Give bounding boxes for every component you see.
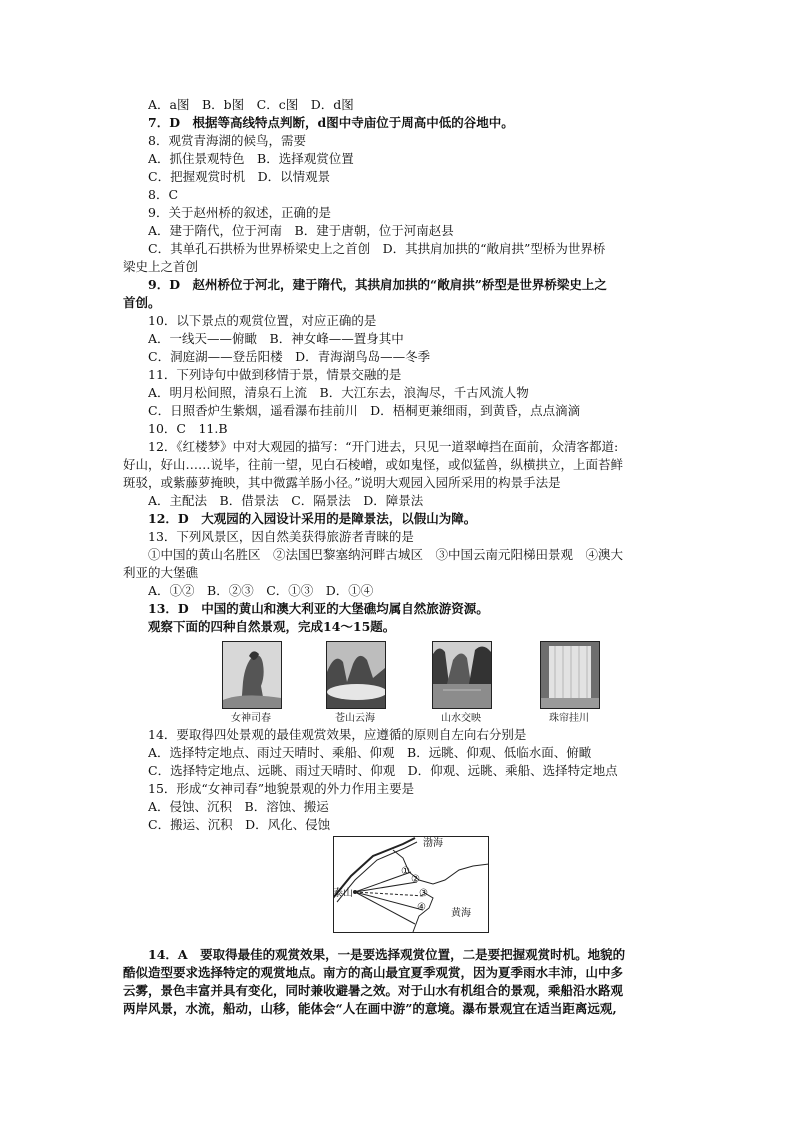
q14-stem: 14．要取得四处景观的最佳观赏效果，应遵循的原则自左向右分别是 [148, 727, 527, 742]
q14-answer-cont2: 云雾，景色丰富并具有变化，同时兼收避暑之效。对于山水有机组合的景观，乘船沿水路观 [123, 983, 624, 998]
q13-options: A．①② B．②③ C．①③ D．①④ [148, 583, 374, 598]
photo-caption-3: 山水交映 [441, 713, 481, 724]
q12-stem: 12．《红楼梦》中对大观园的描写：“开门进去，只见一道翠嶂挡在面前，众清客都道: [148, 439, 619, 454]
photo-caption-1: 女神司春 [231, 713, 271, 724]
q7-answer: 7．D 根据等高线特点判断，d图中寺庙位于周高中低的谷地中。 [148, 115, 514, 130]
map-label-huanghai: 黄海 [451, 908, 471, 919]
q10-options-ab: A．一线天——俯瞰 B．神女峰——置身其中 [148, 331, 404, 346]
q9-answer-cont: 首创。 [123, 295, 161, 310]
map-route-4: ④ [417, 902, 426, 913]
q14-answer-cont3: 两岸风景，水流，船动，山移，能体会“人在画中游”的意境。瀑布景观宜在适当距离远观, [123, 1001, 617, 1016]
q13-answer: 13．D 中国的黄山和澳大利亚的大堡礁均属自然旅游资源。 [148, 601, 489, 616]
q15-options-ab: A．侵蚀、沉积 B．溶蚀、搬运 [148, 799, 329, 814]
q6-options: A．a图 B．b图 C．c图 D．d图 [148, 97, 354, 112]
waterfall-photo [540, 641, 600, 709]
q12-options: A．主配法 B．借景法 C．隔景法 D．障景法 [148, 493, 424, 508]
map-route-1: ① [401, 866, 410, 877]
q11-options-ab: A．明月松间照，清泉石上流 B．大江东去，浪淘尽，千古风流人物 [148, 385, 529, 400]
q8-stem: 8．观赏青海湖的候鸟，需要 [148, 133, 306, 148]
q9-stem: 9．关于赵州桥的叙述，正确的是 [148, 205, 331, 220]
photo-caption-2: 苍山云海 [335, 713, 375, 724]
q9-answer: 9．D 赵州桥位于河北，建于隋代，其拱肩加拱的“敞肩拱”桥型是世界桥梁史上之 [148, 277, 607, 292]
q13-items-cont: 利亚的大堡礁 [123, 565, 199, 580]
map-label-taishan: 泰山 [333, 888, 353, 899]
q9-options-cd: C．其单孔石拱桥为世界桥梁史上之首创 D．其拱肩加拱的“敞肩拱”型桥为世界桥 [148, 241, 606, 256]
landscape-photos [222, 641, 604, 727]
q8-options-cd: C．把握观赏时机 D．以情观景 [148, 169, 331, 184]
map-label-bohai: 渤海 [423, 838, 443, 849]
q12-answer: 12．D 大观园的入园设计采用的是障景法，以假山为障。 [148, 511, 477, 526]
mountain-river-photo [432, 641, 492, 709]
q9-options-cd-cont: 梁史上之首创 [123, 259, 199, 274]
q14-options-ab: A．选择特定地点、雨过天晴时、乘船、仰观 B．远眺、仰观、低临水面、俯瞰 [148, 745, 592, 760]
q13-stem: 13．下列风景区，因自然美获得旅游者青睐的是 [148, 529, 414, 544]
goddess-rock-photo [222, 641, 282, 709]
q9-options-ab: A．建于隋代，位于河南 B．建于唐朝，位于河南赵县 [148, 223, 454, 238]
q14-answer-cont1: 酷似造型要求选择特定的观赏地点。南方的高山最宜夏季观赏，因为夏季雨水丰沛，山中多 [123, 965, 624, 980]
q12-stem-cont1: 好山，好山……说毕，往前一望，见白石棱嶒，或如鬼怪，或似猛兽，纵横拱立，上面苔鲜 [123, 457, 624, 472]
q15-options-cd: C．搬运、沉积 D．风化、侵蚀 [148, 817, 331, 832]
map-route-3: ③ [419, 888, 428, 899]
q13-items: ①中国的黄山名胜区 ②法国巴黎塞纳河畔古城区 ③中国云南元阳梯田景观 ④澳大 [148, 547, 624, 562]
photo-caption-4: 珠帘挂川 [549, 713, 589, 724]
q10-11-answer: 10．C 11.B [148, 421, 228, 436]
taishan-sea-map [333, 836, 489, 933]
q10-stem: 10．以下景点的观赏位置，对应正确的是 [148, 313, 377, 328]
q10-options-cd: C．洞庭湖——登岳阳楼 D．青海湖鸟岛——冬季 [148, 349, 431, 364]
q14-answer: 14．A 要取得最佳的观赏效果，一是要选择观赏位置，二是要把握观赏时机。地貌的 [148, 947, 626, 962]
q8-answer: 8．C [148, 187, 179, 202]
q14-15-intro: 观察下面的四种自然景观，完成14～15题。 [148, 619, 396, 634]
q8-options-ab: A．抓住景观特色 B．选择观赏位置 [148, 151, 354, 166]
map-route-2: ② [411, 874, 420, 885]
q14-options-cd: C．选择特定地点、远眺、雨过天晴时、仰观 D．仰观、远眺、乘船、选择特定地点 [148, 763, 618, 778]
q11-stem: 11．下列诗句中做到移情于景，情景交融的是 [148, 367, 402, 382]
q12-stem-cont2: 斑驳，或紫藤萝掩映，其中微露羊肠小径。”说明大观园入园所采用的构景手法是 [123, 475, 561, 490]
q15-stem: 15．形成“女神司春”地貌景观的外力作用主要是 [148, 781, 415, 796]
q11-options-cd: C．日照香炉生紫烟，遥看瀑布挂前川 D．梧桐更兼细雨，到黄昏，点点滴滴 [148, 403, 581, 418]
cloud-sea-photo [326, 641, 386, 709]
